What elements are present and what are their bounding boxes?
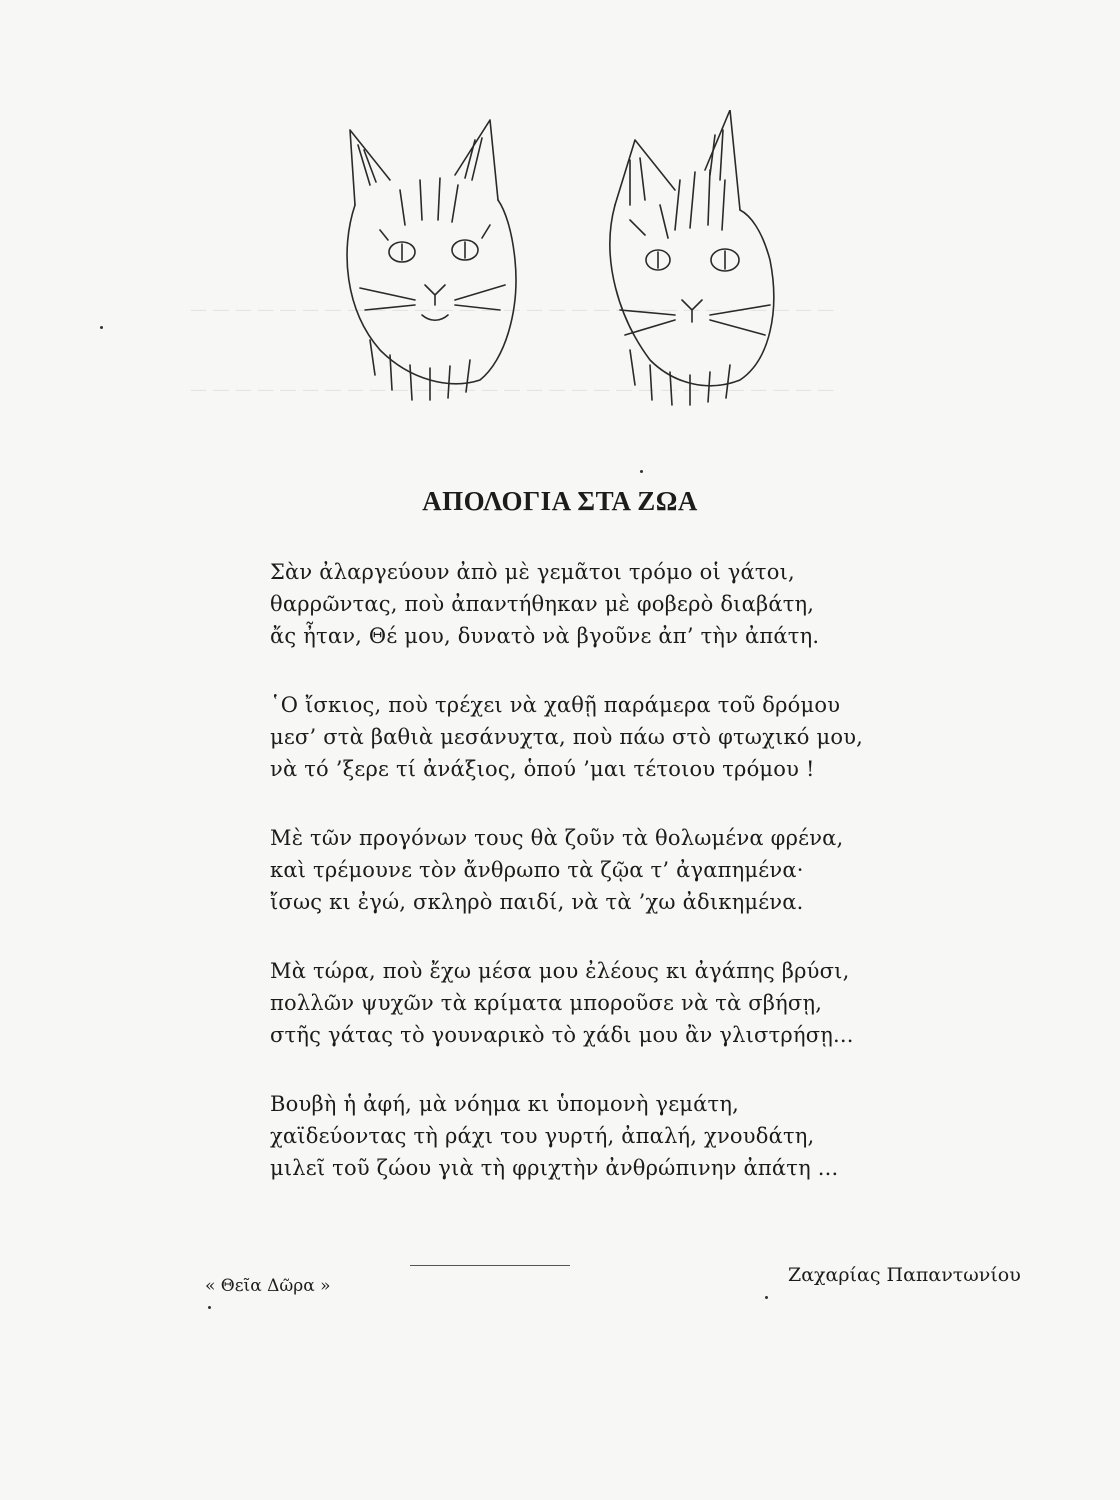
speck	[208, 1306, 211, 1309]
poem-line: ἴσως κι ἐγώ, σκληρὸ παιδί, νὰ τὰ ’χω ἀδικημένα.	[270, 890, 804, 914]
divider	[410, 1265, 570, 1266]
stanza	[270, 1088, 990, 1184]
poem-line: στῆς γάτας τὸ γουναρικὸ τὸ χάδι μου ἂν γλιστρήσῃ...	[270, 1023, 854, 1047]
poem-body	[270, 556, 990, 1221]
speck	[765, 1296, 768, 1299]
poem-line: Σὰν ἀλαργεύουν ἀπὸ μὲ γεμᾶτοι τρόμο οἱ γάτοι,	[270, 560, 795, 584]
speck	[100, 326, 103, 329]
poem-line: θαρρῶντας, ποὺ ἀπαντήθηκαν μὲ φοβερὸ διαβάτη,	[270, 592, 815, 616]
poem-line: νὰ τό ’ξερε τί ἀνάξιος, ὁπού ’μαι τέτοιου τρόμου !	[270, 757, 815, 781]
source-citation: « Θεῖα Δῶρα »	[205, 1276, 331, 1296]
speck	[640, 470, 643, 473]
poem-line: χαϊδεύοντας τὴ ράχι του γυρτή, ἀπαλή, χνουδάτη,	[270, 1124, 815, 1148]
poem-line: ῾Ο ἴσκιος, ποὺ τρέχει νὰ χαθῇ παράμερα τοῦ δρόμου	[270, 693, 841, 717]
poem-line: πολλῶν ψυχῶν τὰ κρίματα μποροῦσε νὰ τὰ σβήσῃ,	[270, 991, 823, 1015]
stanza	[270, 955, 990, 1051]
poem-line: Βουβὴ ἡ ἀφή, μὰ νόημα κι ὑπομονὴ γεμάτη,	[270, 1092, 740, 1116]
poem-line: μιλεῖ τοῦ ζώου γιὰ τὴ φριχτὴν ἀνθρώπινην ἀπάτη ...	[270, 1156, 839, 1180]
poem-title: ΑΠΟΛΟΓΙΑ ΣΤΑ ΖΩΑ	[422, 486, 698, 516]
poem-line: Μὰ τώρα, ποὺ ἔχω μέσα μου ἐλέους κι ἀγάπης βρύσι,	[270, 959, 850, 983]
poem-line: μεσ’ στὰ βαθιὰ μεσάνυχτα, ποὺ πάω στὸ φτωχικό μου,	[270, 725, 864, 749]
cats-illustration	[330, 110, 780, 410]
stanza	[270, 556, 990, 652]
stanza	[270, 689, 990, 785]
cat-head-left-illustration	[347, 120, 516, 400]
cat-head-right-illustration	[610, 110, 774, 405]
author-name: Ζαχαρίας Παπαντωνίου	[788, 1264, 1021, 1286]
poem-line: ἄς ἦταν, Θέ μου, δυνατὸ νὰ βγοῦνε ἀπ’ τὴν ἀπάτη.	[270, 624, 820, 648]
poem-line: Μὲ τῶν προγόνων τους θὰ ζοῦν τὰ θολωμένα φρένα,	[270, 826, 844, 850]
bleed-through-text: — — — — — — — — — — — — — — — — — — — — — — — — — — — — —	[190, 300, 835, 320]
poem-line: καὶ τρέμουνε τὸν ἄνθρωπο τὰ ζῷα τ’ ἀγαπημένα·	[270, 858, 804, 882]
stanza	[270, 822, 990, 918]
bleed-through-text: — — — — — — — — — — — — — — — — — — — — — — — — — — — — —	[190, 380, 835, 400]
